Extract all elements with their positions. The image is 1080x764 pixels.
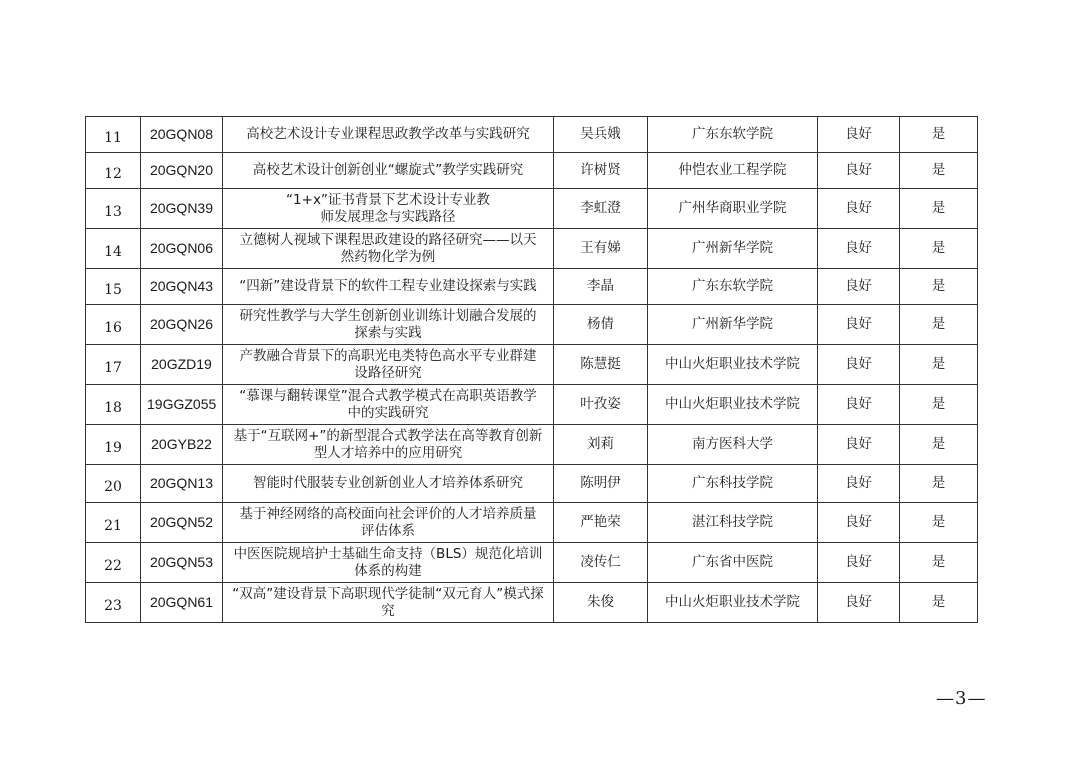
project-code: 20GZD19: [141, 345, 223, 385]
approval-status: 是: [900, 345, 978, 385]
approval-status: 是: [900, 229, 978, 269]
row-number: 16: [86, 305, 141, 345]
row-number: 15: [86, 269, 141, 305]
project-table: [85, 116, 978, 623]
evaluation-grade: 良好: [818, 269, 900, 305]
approval-status: 是: [900, 269, 978, 305]
project-leader: 李晶: [554, 269, 648, 305]
row-number: 14: [86, 229, 141, 269]
project-leader: 王有娣: [554, 229, 648, 269]
row-number: 20: [86, 465, 141, 503]
project-title: “慕课与翻转课堂”混合式教学模式在高职英语教学 中的实践研究: [223, 385, 554, 425]
table-row: [86, 543, 978, 583]
evaluation-grade: 良好: [818, 305, 900, 345]
project-leader: 杨倩: [554, 305, 648, 345]
evaluation-grade: 良好: [818, 503, 900, 543]
table-row: [86, 583, 978, 623]
project-leader: 凌传仁: [554, 543, 648, 583]
project-code: 20GQN06: [141, 229, 223, 269]
institution: 广州新华学院: [648, 229, 818, 269]
row-number: 22: [86, 543, 141, 583]
project-code: 20GQN43: [141, 269, 223, 305]
approval-status: 是: [900, 189, 978, 229]
row-number: 23: [86, 583, 141, 623]
project-title: “1+x”证书背景下艺术设计专业教 师发展理念与实践路径: [223, 189, 554, 229]
evaluation-grade: 良好: [818, 583, 900, 623]
project-leader: 李虹澄: [554, 189, 648, 229]
table-row: [86, 117, 978, 153]
row-number: 19: [86, 425, 141, 465]
institution: 南方医科大学: [648, 425, 818, 465]
approval-status: 是: [900, 583, 978, 623]
project-leader: 许树贤: [554, 153, 648, 189]
approval-status: 是: [900, 503, 978, 543]
table-row: [86, 465, 978, 503]
project-leader: 叶孜姿: [554, 385, 648, 425]
project-title: 中医医院规培护士基础生命支持（BLS）规范化培训 体系的构建: [223, 543, 554, 583]
institution: 湛江科技学院: [648, 503, 818, 543]
table-row: [86, 425, 978, 465]
project-code: 20GQN61: [141, 583, 223, 623]
project-code: 19GGZ055: [141, 385, 223, 425]
institution: 广东东软学院: [648, 269, 818, 305]
evaluation-grade: 良好: [818, 153, 900, 189]
project-table-container: [85, 116, 977, 623]
institution: 广东省中医院: [648, 543, 818, 583]
row-number: 21: [86, 503, 141, 543]
project-title: 基于神经网络的高校面向社会评价的人才培养质量 评估体系: [223, 503, 554, 543]
institution: 广州华商职业学院: [648, 189, 818, 229]
approval-status: 是: [900, 465, 978, 503]
institution: 仲恺农业工程学院: [648, 153, 818, 189]
row-number: 13: [86, 189, 141, 229]
approval-status: 是: [900, 153, 978, 189]
table-row: [86, 153, 978, 189]
table-row: [86, 385, 978, 425]
approval-status: 是: [900, 305, 978, 345]
institution: 广州新华学院: [648, 305, 818, 345]
project-title: 高校艺术设计创新创业“螺旋式”教学实践研究: [223, 153, 554, 189]
approval-status: 是: [900, 425, 978, 465]
project-code: 20GQN20: [141, 153, 223, 189]
table-row: [86, 503, 978, 543]
table-row: [86, 189, 978, 229]
evaluation-grade: 良好: [818, 465, 900, 503]
project-title: 研究性教学与大学生创新创业训练计划融合发展的 探索与实践: [223, 305, 554, 345]
project-leader: 朱俊: [554, 583, 648, 623]
table-row: [86, 229, 978, 269]
evaluation-grade: 良好: [818, 425, 900, 465]
project-title: 产教融合背景下的高职光电类特色高水平专业群建 设路径研究: [223, 345, 554, 385]
project-leader: 严艳荣: [554, 503, 648, 543]
project-leader: 陈明伊: [554, 465, 648, 503]
project-code: 20GQN13: [141, 465, 223, 503]
row-number: 12: [86, 153, 141, 189]
institution: 广东科技学院: [648, 465, 818, 503]
project-title: 智能时代服装专业创新创业人才培养体系研究: [223, 465, 554, 503]
project-title: 高校艺术设计专业课程思政教学改革与实践研究: [223, 117, 554, 153]
project-code: 20GQN53: [141, 543, 223, 583]
project-title: “双高”建设背景下高职现代学徒制“双元育人”模式探 究: [223, 583, 554, 623]
row-number: 11: [86, 117, 141, 153]
institution: 广东东软学院: [648, 117, 818, 153]
evaluation-grade: 良好: [818, 117, 900, 153]
table-row: [86, 269, 978, 305]
project-leader: 吴兵娥: [554, 117, 648, 153]
evaluation-grade: 良好: [818, 543, 900, 583]
project-code: 20GQN39: [141, 189, 223, 229]
approval-status: 是: [900, 543, 978, 583]
row-number: 18: [86, 385, 141, 425]
approval-status: 是: [900, 117, 978, 153]
project-code: 20GQN08: [141, 117, 223, 153]
project-title: “四新”建设背景下的软件工程专业建设探索与实践: [223, 269, 554, 305]
project-title: 立德树人视域下课程思政建设的路径研究——以天 然药物化学为例: [223, 229, 554, 269]
institution: 中山火炬职业技术学院: [648, 385, 818, 425]
approval-status: 是: [900, 385, 978, 425]
row-number: 17: [86, 345, 141, 385]
evaluation-grade: 良好: [818, 229, 900, 269]
table-row: [86, 345, 978, 385]
project-code: 20GQN52: [141, 503, 223, 543]
project-leader: 刘莉: [554, 425, 648, 465]
page-number: —3—: [936, 688, 987, 709]
evaluation-grade: 良好: [818, 345, 900, 385]
table-body: [86, 117, 978, 623]
project-title: 基于“互联网+”的新型混合式教学法在高等教育创新 型人才培养中的应用研究: [223, 425, 554, 465]
project-code: 20GYB22: [141, 425, 223, 465]
table-row: [86, 305, 978, 345]
evaluation-grade: 良好: [818, 189, 900, 229]
project-leader: 陈慧挺: [554, 345, 648, 385]
institution: 中山火炬职业技术学院: [648, 583, 818, 623]
institution: 中山火炬职业技术学院: [648, 345, 818, 385]
project-code: 20GQN26: [141, 305, 223, 345]
evaluation-grade: 良好: [818, 385, 900, 425]
